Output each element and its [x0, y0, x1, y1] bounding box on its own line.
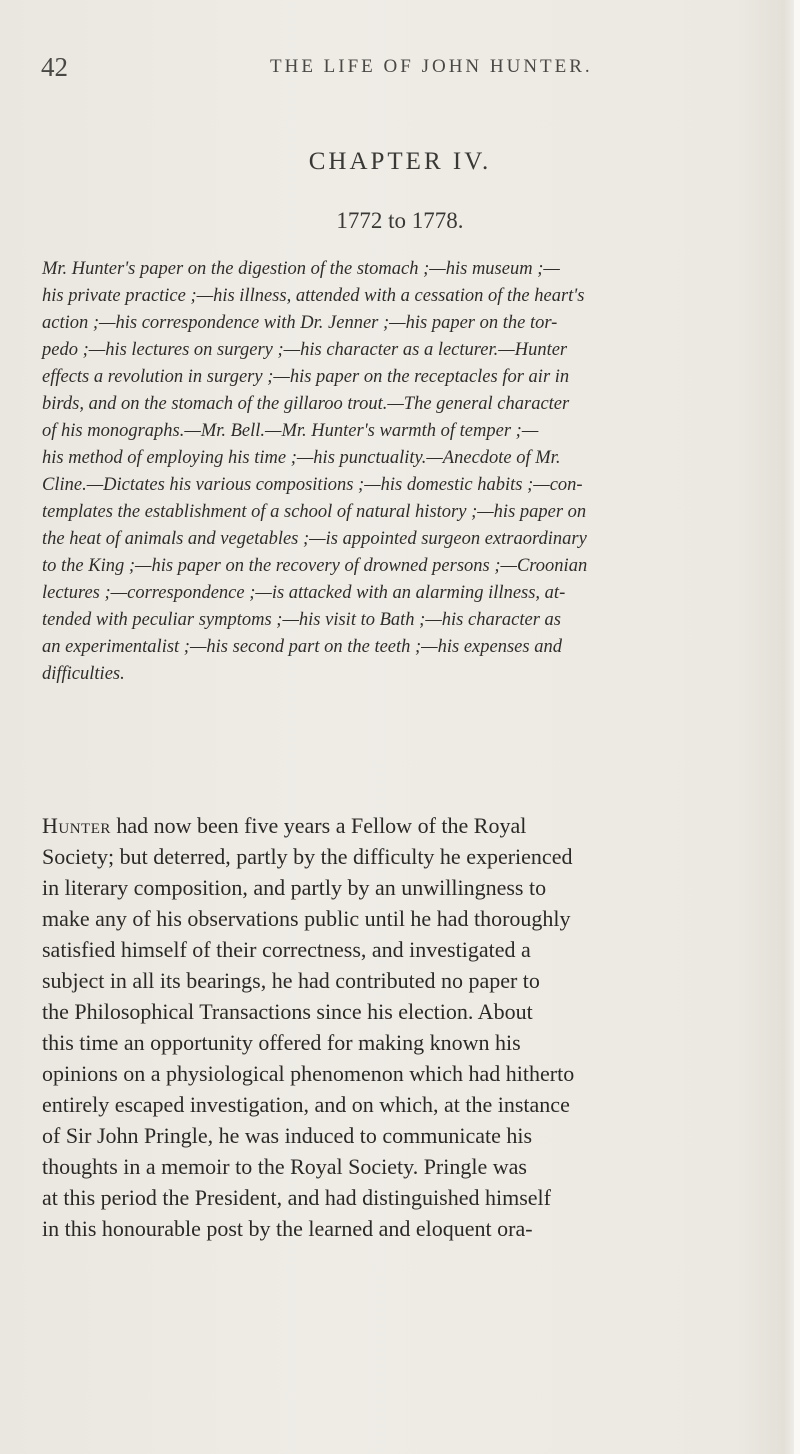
synopsis-line: lectures ;—correspondence ;—is attacked with an alarming illness, at- [42, 583, 566, 603]
synopsis-line: of his monographs.—Mr. Bell.—Mr. Hunter's warmth of temper ;— [42, 421, 539, 441]
synopsis-line: Mr. Hunter's paper on the digestion of the stomach ;—his museum ;— [42, 259, 560, 279]
synopsis-line: the heat of animals and vegetables ;—is appointed surgeon extraordinary [42, 529, 587, 549]
body-line: Society; but deterred, partly by the difficulty he experienced [42, 844, 573, 869]
chapter-synopsis [42, 256, 760, 688]
body-line: the Philosophical Transactions since his election. About [42, 999, 533, 1024]
body-line: this time an opportunity offered for making known his [42, 1030, 521, 1055]
body-paragraph [42, 810, 770, 1244]
body-line: opinions on a physiological phenomenon which had hitherto [42, 1061, 575, 1086]
body-line: satisfied himself of their correctness, and investigated a [42, 937, 531, 962]
synopsis-line: an experimentalist ;—his second part on the teeth ;—his expenses and [42, 637, 562, 657]
body-first-line [42, 810, 770, 841]
synopsis-line: templates the establishment of a school of natural history ;—his paper on [42, 502, 587, 522]
body-line: at this period the President, and had distinguished himself [42, 1185, 551, 1210]
opening-word: Hunter [42, 813, 111, 838]
body-line: thoughts in a memoir to the Royal Society. Pringle was [42, 1154, 527, 1179]
body-line: in literary composition, and partly by an unwillingness to [42, 875, 547, 900]
synopsis-line: tended with peculiar symptoms ;—his visit to Bath ;—his character as [42, 610, 561, 630]
body-line: of Sir John Pringle, he was induced to communicate his [42, 1123, 533, 1148]
body-line: in this honourable post by the learned and eloquent ora- [42, 1216, 533, 1241]
running-head: THE LIFE OF JOHN HUNTER. [270, 56, 593, 77]
chapter-dates: 1772 to 1778. [336, 208, 464, 233]
body-line: subject in all its bearings, he had contributed no paper to [42, 968, 540, 993]
synopsis-line: his private practice ;—his illness, attended with a cessation of the heart's [42, 286, 585, 306]
body-line: entirely escaped investigation, and on which, at the instance [42, 1092, 570, 1117]
page-number: 42 [41, 52, 68, 82]
synopsis-line: effects a revolution in surgery ;—his paper on the receptacles for air in [42, 367, 570, 387]
synopsis-line: birds, and on the stomach of the gillaroo trout.—The general character [42, 394, 570, 414]
synopsis-line: pedo ;—his lectures on surgery ;—his character as a lecturer.—Hunter [42, 340, 568, 360]
synopsis-line: his method of employing his time ;—his punctuality.—Anecdote of Mr. [42, 448, 561, 468]
synopsis-line: action ;—his correspondence with Dr. Jenner ;—his paper on the tor- [42, 313, 558, 333]
first-line-text: had now been five years a Fellow of the Royal [110, 813, 527, 838]
chapter-title: CHAPTER IV. [308, 148, 492, 175]
synopsis-line: difficulties. [42, 664, 125, 684]
synopsis-line: Cline.—Dictates his various compositions ;—his domestic habits ;—con- [42, 475, 583, 495]
synopsis-line: to the King ;—his paper on the recovery of drowned persons ;—Croonian [42, 556, 588, 576]
body-line: make any of his observations public until he had thoroughly [42, 906, 571, 931]
